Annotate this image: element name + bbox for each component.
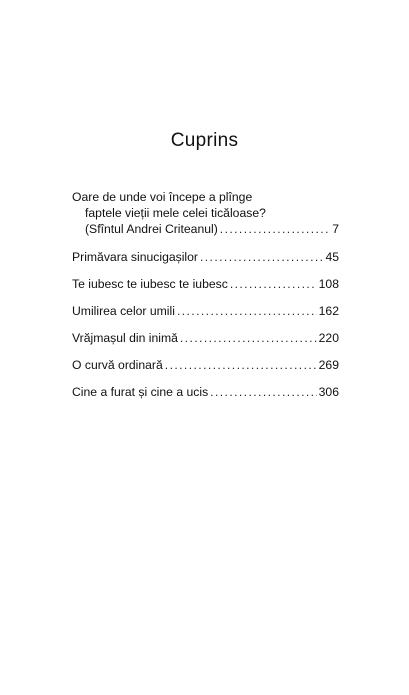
toc-leader-dots <box>177 303 317 319</box>
toc-page-number: 108 <box>318 277 339 291</box>
toc-entry <box>72 249 339 265</box>
toc-page-number: 7 <box>332 222 339 236</box>
toc-entry-title: Oare de unde voi începe a plînge <box>72 190 253 204</box>
toc-entry <box>72 384 339 400</box>
page-title: Cuprins <box>170 130 239 151</box>
toc-entry-line <box>72 189 339 205</box>
toc-page-number: 162 <box>318 304 339 318</box>
toc-leader-dots <box>210 384 316 400</box>
toc-entry <box>72 189 339 237</box>
toc-page-number: 306 <box>318 385 339 399</box>
toc-leader-dots <box>200 249 323 265</box>
toc-entry-title: O curvă ordinară <box>72 358 163 372</box>
toc-entry <box>72 357 339 373</box>
toc-leader-dots <box>220 221 330 237</box>
toc-entry-title: faptele vieții mele celei ticăloase? <box>85 206 266 220</box>
table-of-contents <box>72 189 339 411</box>
toc-entry-title: Te iubesc te iubesc te iubesc <box>72 277 228 291</box>
toc-entry-title: (Sfîntul Andrei Criteanul) <box>85 222 218 236</box>
toc-entry-line <box>72 249 339 265</box>
toc-entry-line <box>72 384 339 400</box>
toc-entry <box>72 276 339 292</box>
toc-entry-title: Primăvara sinucigașilor <box>72 250 198 264</box>
toc-leader-dots <box>165 357 317 373</box>
toc-page-number: 220 <box>318 331 339 345</box>
toc-leader-dots <box>180 330 317 346</box>
toc-entry-line <box>72 303 339 319</box>
toc-entry-title: Umilirea celor umili <box>72 304 175 318</box>
toc-entry <box>72 303 339 319</box>
toc-leader-dots <box>230 276 317 292</box>
toc-entry-title: Vrăjmașul din inimă <box>72 331 178 345</box>
toc-entry-line <box>72 221 339 237</box>
toc-entry <box>72 330 339 346</box>
toc-page-number: 45 <box>325 250 339 264</box>
toc-page-number: 269 <box>318 358 339 372</box>
toc-entry-line <box>72 330 339 346</box>
toc-entry-line <box>72 205 339 221</box>
toc-entry-line <box>72 276 339 292</box>
toc-entry-line <box>72 357 339 373</box>
toc-entry-title: Cine a furat și cine a ucis <box>72 385 209 399</box>
